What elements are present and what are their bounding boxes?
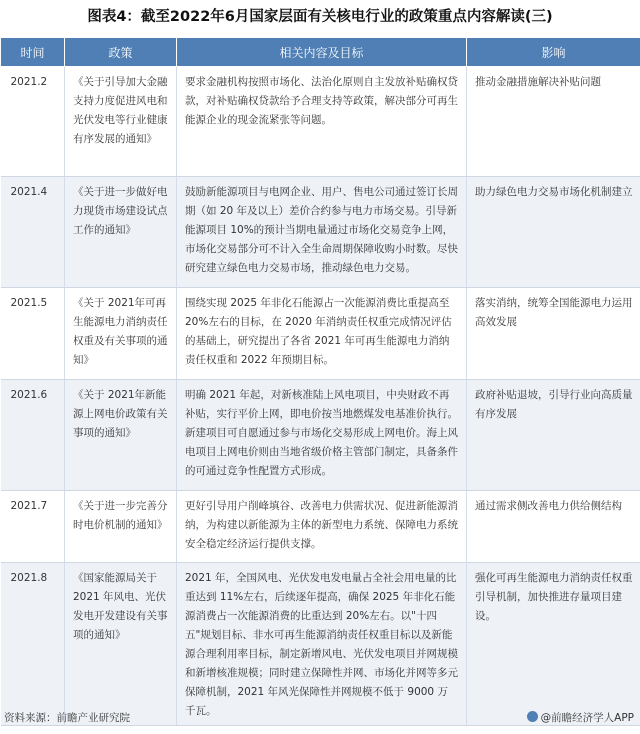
row-time: 2021.4 bbox=[1, 177, 65, 288]
header-content: 相关内容及目标 bbox=[177, 38, 467, 67]
brand-label: @前瞻经济学人APP bbox=[540, 712, 634, 724]
table-row bbox=[1, 67, 640, 177]
policy-table bbox=[0, 37, 640, 726]
row-time: 2021.7 bbox=[1, 491, 65, 563]
row-impact: 助力绿色电力交易市场化机制建立 bbox=[467, 177, 640, 288]
row-policy: 《国家能源局关于 2021 年风电、光伏发电开发建设有关事项的通知》 bbox=[65, 563, 177, 726]
row-policy: 《关于进一步完善分时电价机制的通知》 bbox=[65, 491, 177, 563]
row-time: 2021.8 bbox=[1, 563, 65, 726]
header-time: 时间 bbox=[1, 38, 65, 67]
table-row bbox=[1, 177, 640, 288]
row-content: 要求金融机构按照市场化、法治化原则自主发放补贴确权贷款，对补贴确权贷款给予合理支持等政策，解决部分可再生能源企业的现金流紧张等问题。 bbox=[177, 67, 467, 177]
row-policy: 《关于 2021年可再生能源电力消纳责任权重及有关事项的通知》 bbox=[65, 288, 177, 380]
row-content: 更好引导用户削峰填谷、改善电力供需状况、促进新能源消纳，为构建以新能源为主体的新型电力系统、保障电力系统安全稳定经济运行提供支撑。 bbox=[177, 491, 467, 563]
row-content: 2021 年，全国风电、光伏发电发电量占全社会用电量的比重达到 11%左右，后续逐年提高，确保 2025 年非化石能源消费占一次能源消费的比重达到 20%左右。以"十四五"规划目标、非水可再生能源消纳责任权重目标以及新能源合理利用率目标，制定新增风电、光伏发电项目并网规模和新增核准规模；同时建立保障性并网、市场化并网等多元保障机制，2021 年风光保障性并网规模不低于 9000 万千瓦。 bbox=[177, 563, 467, 726]
footer bbox=[0, 708, 640, 728]
row-impact: 强化可再生能源电力消纳责任权重引导机制，加快推进存量项目建设。 bbox=[467, 563, 640, 726]
page-title: 图表4：截至2022年6月国家层面有关核电行业的政策重点内容解读(三) bbox=[87, 9, 553, 25]
row-impact: 落实消纳，统筹全国能源电力运用高效发展 bbox=[467, 288, 640, 380]
row-impact: 政府补贴退坡，引导行业向高质量有序发展 bbox=[467, 380, 640, 491]
brand-logo-icon bbox=[527, 711, 538, 722]
table-row bbox=[1, 563, 640, 726]
table-row bbox=[1, 491, 640, 563]
header-policy: 政策 bbox=[65, 38, 177, 67]
row-time: 2021.6 bbox=[1, 380, 65, 491]
row-content: 鼓励新能源项目与电网企业、用户、售电公司通过签订长周期（如 20 年及以上）差价合约参与电力市场交易。引导新能源项目 10%的预计当期电量通过市场化交易竞争上网，市场化交易部分可不计入全生命周期保障收购小时数。尽快研究建立绿色电力交易市场，推动绿色电力交易。 bbox=[177, 177, 467, 288]
table-header-row bbox=[1, 38, 640, 67]
row-impact: 通过需求侧改善电力供给侧结构 bbox=[467, 491, 640, 563]
brand-credit bbox=[527, 710, 634, 725]
row-content: 明确 2021 年起，对新核准陆上风电项目，中央财政不再补贴，实行平价上网，即电价按当地燃煤发电基准价执行。新建项目可自愿通过参与市场化交易形成上网电价。海上风电项目上网电价则由当地省级价格主管部门制定，具备条件的可通过竞争性配置方式形成。 bbox=[177, 380, 467, 491]
header-impact: 影响 bbox=[467, 38, 640, 67]
row-policy: 《关于进一步做好电力现货市场建设试点工作的通知》 bbox=[65, 177, 177, 288]
row-time: 2021.2 bbox=[1, 67, 65, 177]
source-note: 资料来源：前瞻产业研究院 bbox=[4, 712, 130, 724]
row-impact: 推动金融措施解决补贴问题 bbox=[467, 67, 640, 177]
row-time: 2021.5 bbox=[1, 288, 65, 380]
row-policy: 《关于 2021年新能源上网电价政策有关事项的通知》 bbox=[65, 380, 177, 491]
table-row bbox=[1, 288, 640, 380]
row-content: 围绕实现 2025 年非化石能源占一次能源消费比重提高至 20%左右的目标，在 2020 年消纳责任权重完成情况评估的基础上，研究提出了各省 2021 年可再生能源电力消纳责任权重和 2022 年预期目标。 bbox=[177, 288, 467, 380]
row-policy: 《关于引导加大金融支持力度促进风电和光伏发电等行业健康有序发展的通知》 bbox=[65, 67, 177, 177]
table-row bbox=[1, 380, 640, 491]
